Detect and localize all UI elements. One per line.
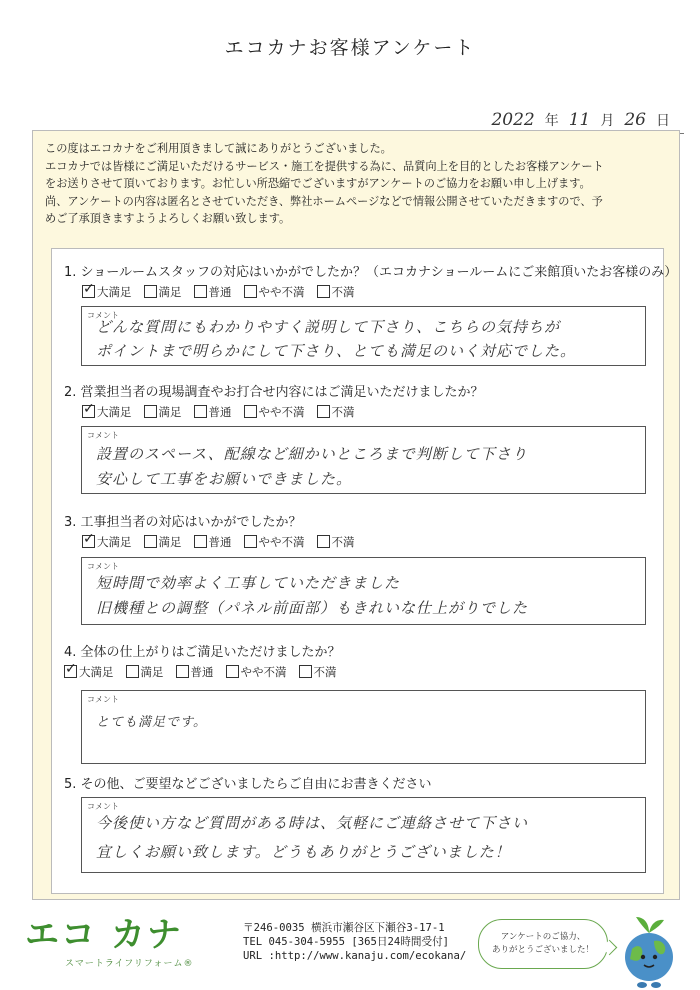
question-1-comment-line: どんな質問にもわかりやすく説明して下さり、こちらの気持ちが xyxy=(96,318,561,336)
intro-text xyxy=(45,140,670,228)
question-5: 5. その他、ご要望などございましたらご自由にお書きください xyxy=(64,777,432,792)
rating-option-label: 不満 xyxy=(331,285,355,299)
rating-option[interactable] xyxy=(194,534,232,550)
rating-option[interactable] xyxy=(144,404,182,420)
checked-checkbox[interactable] xyxy=(82,285,95,298)
questions-card xyxy=(51,248,678,894)
rating-option-label: やや不満 xyxy=(240,665,287,679)
rating-option-label: 不満 xyxy=(313,665,337,679)
survey-date xyxy=(491,110,680,130)
rating-option[interactable] xyxy=(244,534,305,550)
survey-panel xyxy=(32,130,680,900)
rating-option[interactable] xyxy=(82,534,132,550)
question-3-comment-line: 旧機種との調整（パネル前面部）もきれいな仕上がりでした xyxy=(96,599,529,617)
footer xyxy=(0,905,700,990)
question-5-comment-line: 今後使い方など質問がある時は、気軽にご連絡させて下さい xyxy=(96,814,529,832)
question-2-comment-line: 設置のスペース、配線など細かいところまで判断して下さり xyxy=(96,445,528,463)
intro-line: エコカナでは皆様にご満足いただけるサービス・施工を提供する為に、品質向上を目的としたお客様アンケート xyxy=(45,159,604,173)
checkbox[interactable] xyxy=(176,665,189,678)
checkbox[interactable] xyxy=(317,405,330,418)
rating-option-label: 満足 xyxy=(158,285,182,299)
question-4-comment-box[interactable] xyxy=(81,690,646,764)
globe-mascot-icon xyxy=(618,911,680,989)
rating-option[interactable] xyxy=(299,664,337,680)
question-1-comment-line: ポイントまで明らかにして下さり、とても満足のいく対応でした。 xyxy=(96,342,577,360)
rating-option[interactable] xyxy=(126,664,164,680)
comment-label: コメント xyxy=(87,695,119,704)
checkbox[interactable] xyxy=(226,665,239,678)
rating-option-label: 不満 xyxy=(331,535,355,549)
date-year-label: 年 xyxy=(544,113,559,129)
checkbox[interactable] xyxy=(144,405,157,418)
comment-label: コメント xyxy=(87,311,119,320)
rating-option-label: やや不満 xyxy=(258,535,305,549)
rating-option-label: やや不満 xyxy=(258,285,305,299)
rating-option[interactable] xyxy=(176,664,214,680)
rating-option-label: 満足 xyxy=(158,405,182,419)
date-month: 11 xyxy=(568,110,591,130)
checkbox[interactable] xyxy=(126,665,139,678)
intro-line: この度はエコカナをご利用頂きまして誠にありがとうございました。 xyxy=(45,142,392,155)
checkbox[interactable] xyxy=(194,535,207,548)
checked-checkbox[interactable] xyxy=(82,405,95,418)
rating-option[interactable] xyxy=(144,534,182,550)
date-day: 26 xyxy=(624,110,646,130)
question-1-options xyxy=(82,284,367,300)
comment-label: コメント xyxy=(87,802,119,811)
rating-option[interactable] xyxy=(144,284,182,300)
rating-option[interactable] xyxy=(244,284,305,300)
rating-option-label: 大満足 xyxy=(97,405,132,419)
rating-option-label: 大満足 xyxy=(79,665,114,679)
question-3-options xyxy=(82,534,367,550)
rating-option[interactable] xyxy=(64,664,114,680)
rating-option-label: 普通 xyxy=(208,405,232,419)
checkbox[interactable] xyxy=(194,285,207,298)
question-3-comment-box[interactable] xyxy=(81,557,646,625)
checkbox[interactable] xyxy=(144,535,157,548)
rating-option-label: 満足 xyxy=(158,535,182,549)
rating-option-label: 普通 xyxy=(208,535,232,549)
question-3: 3. 工事担当者の対応はいかがでしたか？ xyxy=(64,515,302,530)
rating-option[interactable] xyxy=(82,404,132,420)
question-4-options xyxy=(64,664,349,680)
thanks-bubble xyxy=(478,919,608,969)
rating-option[interactable] xyxy=(317,534,355,550)
checkbox[interactable] xyxy=(244,405,257,418)
contact-info xyxy=(243,921,466,963)
checkbox[interactable] xyxy=(317,535,330,548)
date-day-label: 日 xyxy=(656,113,670,129)
rating-option-label: 満足 xyxy=(140,665,164,679)
checkbox[interactable] xyxy=(194,405,207,418)
question-3-comment-line: 短時間で効率よく工事していただきました xyxy=(96,574,401,592)
intro-line: をお送りさせて頂いております。お忙しい所恐縮でございますがアンケートのご協力をお願い申し上げます。 xyxy=(45,177,591,190)
checkbox[interactable] xyxy=(144,285,157,298)
question-1: 1. ショールームスタッフの対応はいかがでしたか？（エコカナショールームにご来館頂いたお客様のみ） xyxy=(64,265,678,280)
rating-option[interactable] xyxy=(244,404,305,420)
question-2-comment-line: 安心して工事をお願いできました。 xyxy=(96,470,353,488)
checkbox[interactable] xyxy=(317,285,330,298)
rating-option[interactable] xyxy=(82,284,132,300)
rating-option-label: 普通 xyxy=(190,665,214,679)
logo-subtitle: スマートライフリフォーム® xyxy=(65,959,194,969)
question-2-options xyxy=(82,404,367,420)
question-1-comment-box[interactable] xyxy=(81,306,646,366)
comment-label: コメント xyxy=(87,431,119,440)
bubble-line: アンケートのご協力、 xyxy=(500,932,586,942)
comment-label: コメント xyxy=(87,562,119,571)
rating-option[interactable] xyxy=(194,284,232,300)
rating-option[interactable] xyxy=(194,404,232,420)
intro-line: 尚、アンケートの内容は匿名とさせていただき、弊社ホームページなどで情報公開させていただきますので、予 xyxy=(45,194,603,208)
intro-line: めご了承頂きますようよろしくお願い致します。 xyxy=(45,212,291,225)
rating-option-label: 不満 xyxy=(331,405,355,419)
logo-text: エコ カナ xyxy=(25,915,183,955)
checkbox[interactable] xyxy=(244,285,257,298)
date-year: 2022 xyxy=(491,110,535,130)
checked-checkbox[interactable] xyxy=(64,665,77,678)
checked-checkbox[interactable] xyxy=(82,535,95,548)
ecokana-logo xyxy=(25,915,193,969)
question-5-comment-line: 宜しくお願い致します。どうもありがとうございました！ xyxy=(96,843,511,861)
rating-option-label: 普通 xyxy=(208,285,232,299)
question-4-comment-line: とても満足です。 xyxy=(96,715,207,730)
page-title: エコカナお客様アンケート xyxy=(224,37,476,59)
website-url[interactable]: URL :http://www.kanaju.com/ecokana/ xyxy=(243,950,467,962)
rating-option-label: やや不満 xyxy=(258,405,305,419)
question-4: 4. 全体の仕上がりはご満足いただけましたか？ xyxy=(64,645,341,660)
date-month-label: 月 xyxy=(600,113,615,129)
question-2-comment-box[interactable] xyxy=(81,426,646,494)
question-2: 2. 営業担当者の現場調査やお打合せ内容にはご満足いただけましたか？ xyxy=(64,385,484,400)
checkbox[interactable] xyxy=(244,535,257,548)
checkbox[interactable] xyxy=(299,665,312,678)
logo-wordmark xyxy=(25,915,193,955)
question-5-comment-box[interactable] xyxy=(81,797,646,873)
rating-option-label: 大満足 xyxy=(97,535,132,549)
rating-option-label: 大満足 xyxy=(97,285,132,299)
telephone: TEL 045-304-5955 [365日24時間受付] xyxy=(243,936,450,948)
rating-option[interactable] xyxy=(317,284,355,300)
bubble-line: ありがとうございました！ xyxy=(491,945,594,955)
address: 〒246-0035 横浜市瀬谷区下瀬谷3-17-1 xyxy=(243,922,445,934)
rating-option[interactable] xyxy=(317,404,355,420)
rating-option[interactable] xyxy=(226,664,287,680)
